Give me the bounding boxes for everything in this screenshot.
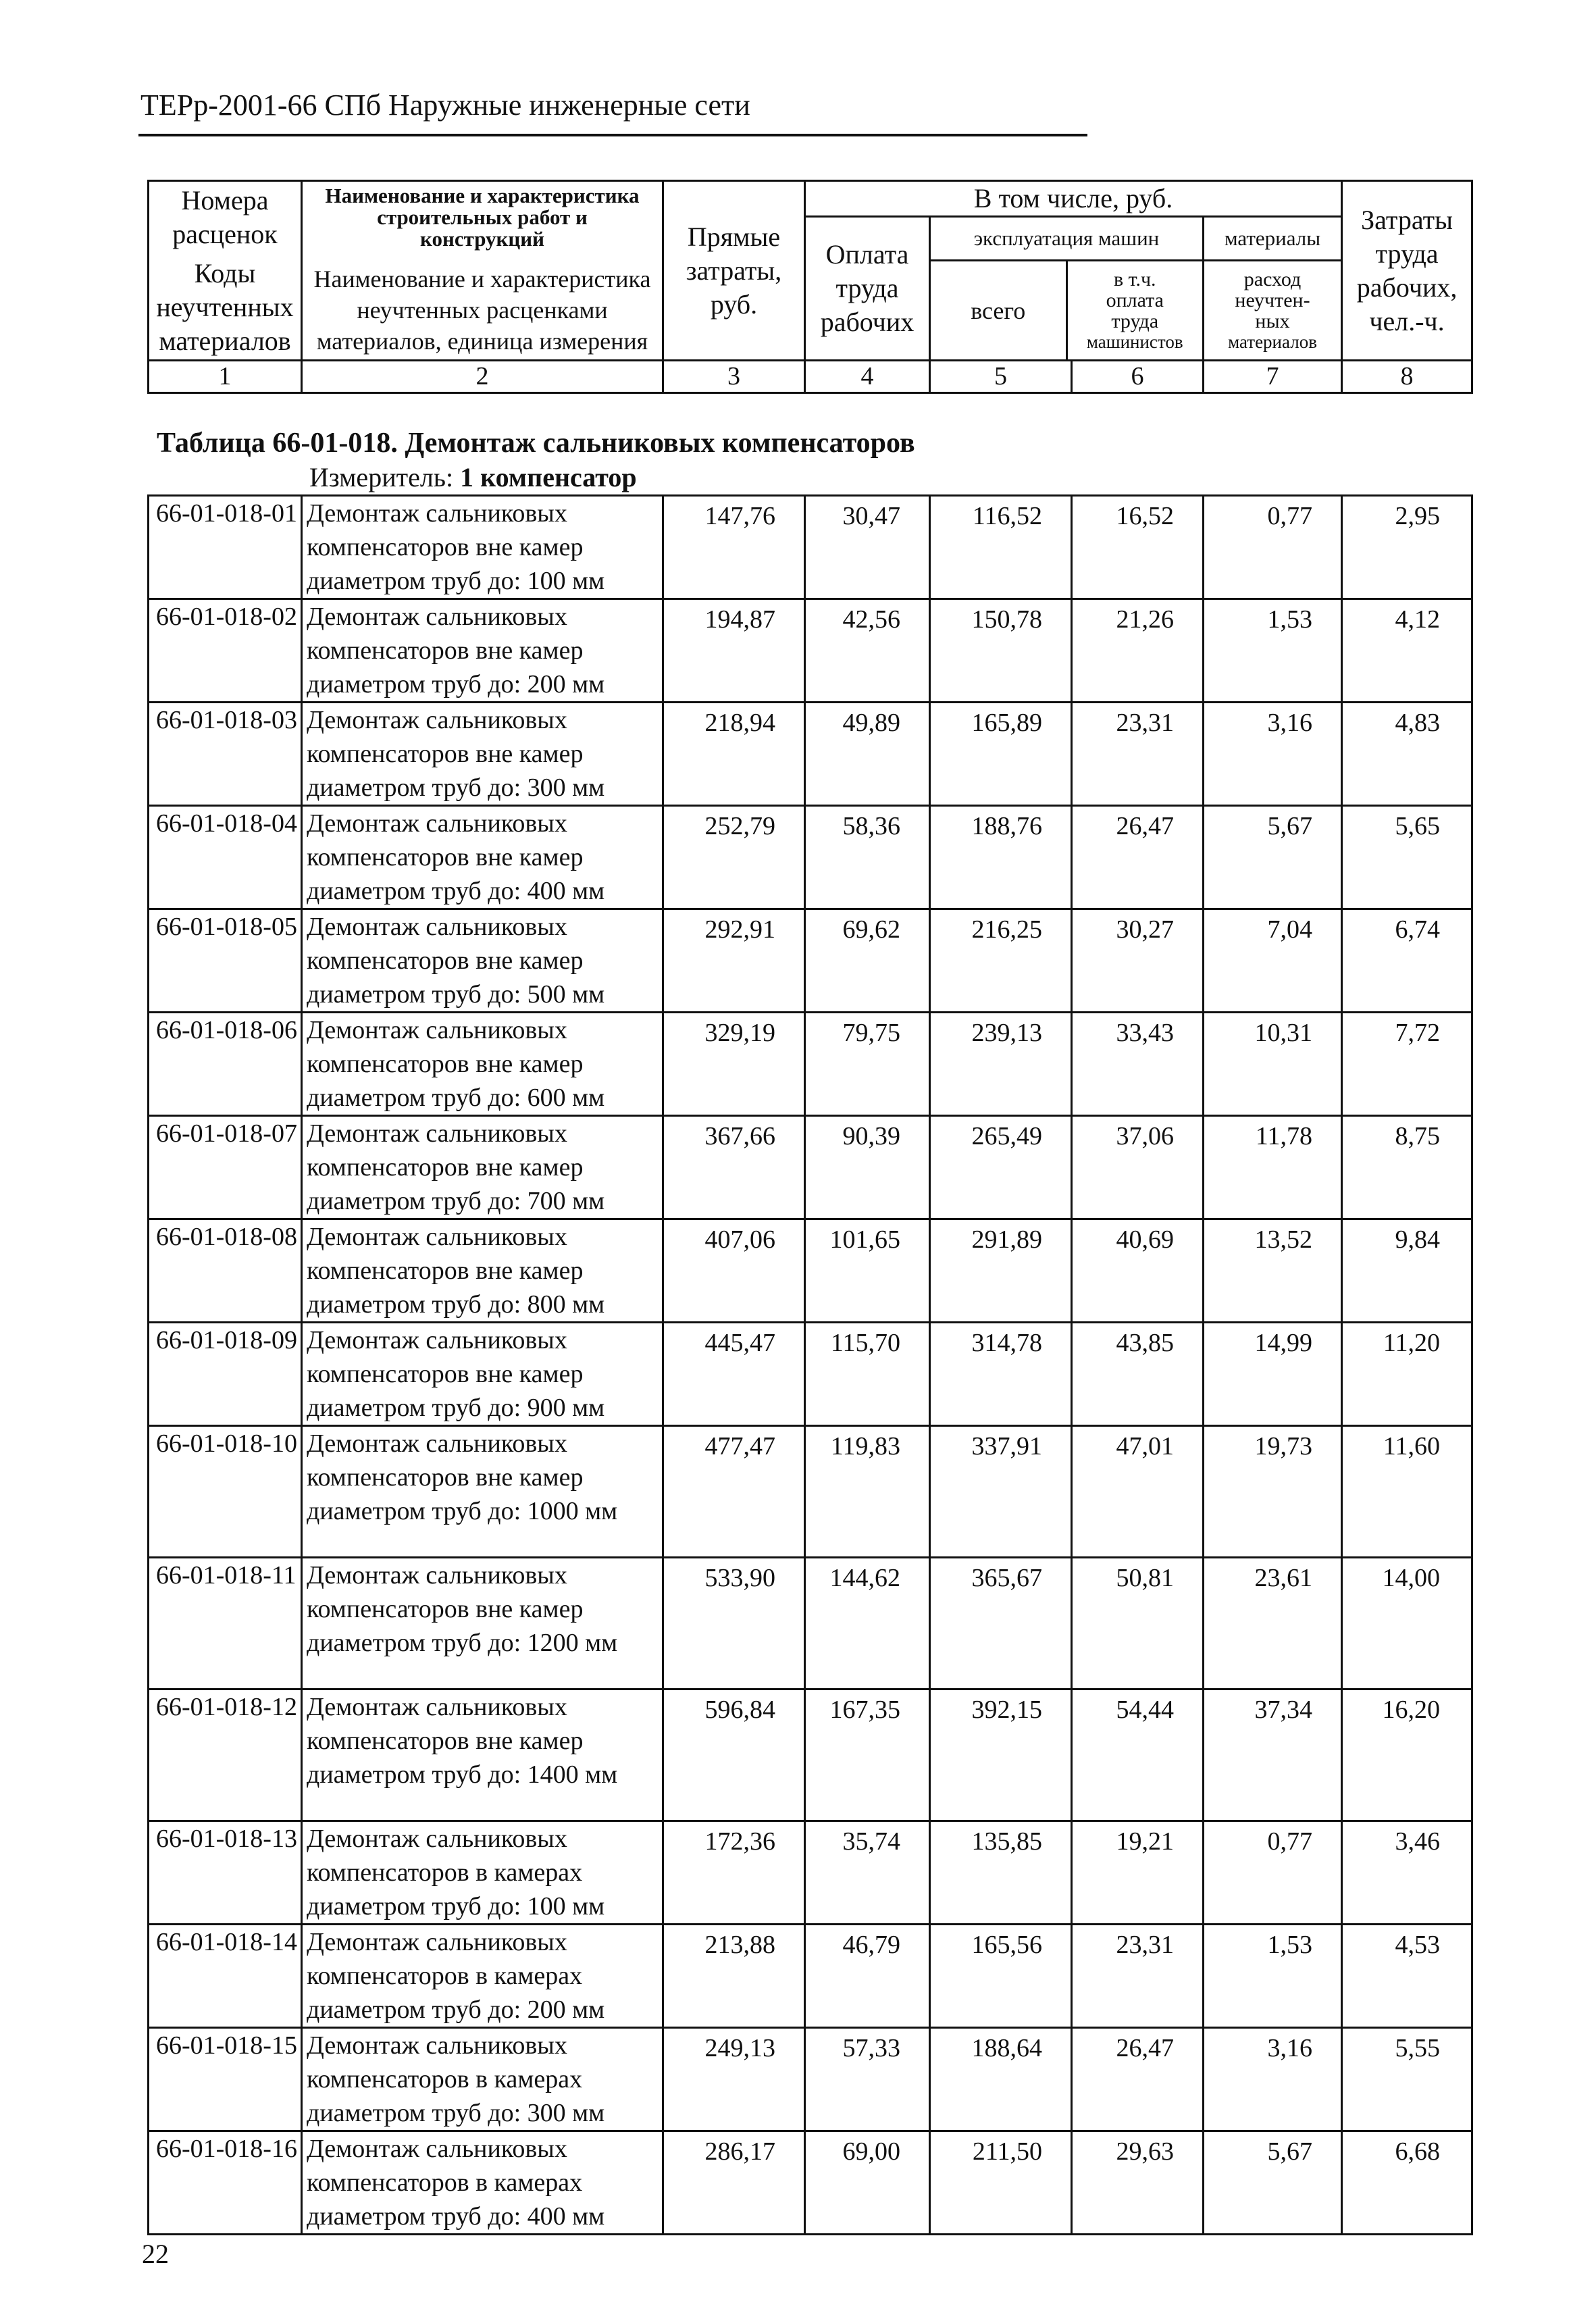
header-text: ных [1255, 309, 1290, 332]
value-machines: 188,64 [930, 2028, 1072, 2131]
value-machinist-pay: 50,81 [1072, 1558, 1204, 1689]
value-labor-pay: 69,00 [805, 2131, 930, 2235]
header-text: чел.-ч. [1369, 305, 1445, 336]
value-machinist-pay: 43,85 [1072, 1323, 1204, 1426]
work-description-line: Демонтаж сальниковых [307, 2031, 567, 2060]
header-code-top [149, 184, 301, 257]
value-machines: 188,76 [930, 806, 1072, 909]
header-text: строительных работ и [377, 205, 588, 229]
work-description-line: диаметром труб до: 900 мм [307, 1394, 605, 1422]
value-labor-hours: 6,68 [1342, 2131, 1472, 2235]
column-number: 4 [805, 361, 930, 393]
value-labor-pay: 30,47 [805, 496, 930, 599]
value-machines: 211,50 [930, 2131, 1072, 2235]
header-machines-total [931, 261, 1066, 360]
header-text: Наименование и характеристика [325, 183, 640, 207]
work-description-line: Демонтаж сальниковых [307, 1693, 567, 1721]
work-description-line: Демонтаж сальниковых [307, 1016, 567, 1044]
value-machines: 337,91 [930, 1426, 1072, 1558]
value-materials: 3,16 [1204, 2028, 1342, 2131]
header-text: неучтенных [156, 291, 294, 322]
document-title: ТЕРр-2001-66 СПб Наружные инженерные сети [140, 88, 750, 122]
header-text: материалов, единица измерения [316, 327, 648, 355]
value-materials: 3,16 [1204, 703, 1342, 806]
header-text: Номера [181, 184, 269, 215]
value-machinist-pay: 40,69 [1072, 1219, 1204, 1323]
value-materials: 1,53 [1204, 599, 1342, 703]
header-code-cell [149, 181, 302, 361]
value-labor-hours: 4,83 [1342, 703, 1472, 806]
header-name-cell [302, 181, 663, 361]
rate-code: 66-01-018-08 [149, 1219, 302, 1323]
work-description-line: Демонтаж сальниковых [307, 706, 567, 734]
value-labor-pay: 42,56 [805, 599, 930, 703]
work-description-line: компенсаторов вне камер [307, 1463, 584, 1492]
work-description [302, 496, 663, 599]
work-description [302, 2028, 663, 2131]
rate-code: 66-01-018-02 [149, 599, 302, 703]
header-text: затраты, [686, 255, 782, 286]
rate-code: 66-01-018-11 [149, 1558, 302, 1689]
value-direct: 596,84 [663, 1689, 805, 1821]
value-machines: 116,52 [930, 496, 1072, 599]
table-row [149, 496, 1472, 599]
value-machines: 135,85 [930, 1821, 1072, 1925]
value-machines: 314,78 [930, 1323, 1072, 1426]
header-text: расход [1243, 268, 1302, 290]
header-text: материалов [1228, 331, 1317, 352]
table-row [149, 2131, 1472, 2235]
work-description-line: Демонтаж сальниковых [307, 1928, 567, 1956]
value-machinist-pay: 23,31 [1072, 1925, 1204, 2028]
column-number: 8 [1342, 361, 1472, 393]
rate-code: 66-01-018-01 [149, 496, 302, 599]
value-labor-pay: 46,79 [805, 1925, 930, 2028]
value-labor-pay: 35,74 [805, 1821, 930, 1925]
value-materials: 23,61 [1204, 1558, 1342, 1689]
work-description-line: компенсаторов в камерах [307, 1962, 583, 1990]
value-labor-hours: 14,00 [1342, 1558, 1472, 1689]
work-description-line: диаметром труб до: 200 мм [307, 670, 605, 698]
header-text: труда [1111, 309, 1159, 332]
header-text: всего [971, 297, 1026, 324]
value-direct: 147,76 [663, 496, 805, 599]
table-row [149, 1116, 1472, 1219]
value-labor-hours: 5,55 [1342, 2028, 1472, 2131]
column-number: 1 [149, 361, 302, 393]
work-description-line: компенсаторов вне камер [307, 1256, 584, 1285]
header-text: конструкций [420, 226, 544, 251]
value-machinist-pay: 21,26 [1072, 599, 1204, 703]
value-labor-hours: 4,53 [1342, 1925, 1472, 2028]
header-text: в т.ч. [1113, 268, 1156, 290]
work-description-line: компенсаторов вне камер [307, 1153, 584, 1181]
header-text: Затраты [1361, 204, 1453, 235]
value-direct: 218,94 [663, 703, 805, 806]
value-machines: 239,13 [930, 1013, 1072, 1116]
work-description-line: Демонтаж сальниковых [307, 1825, 567, 1853]
rate-code: 66-01-018-09 [149, 1323, 302, 1426]
header-machinist-pay [1066, 261, 1202, 360]
work-description-line: диаметром труб до: 400 мм [307, 2202, 605, 2231]
value-labor-pay: 167,35 [805, 1689, 930, 1821]
value-direct: 533,90 [663, 1558, 805, 1689]
table-row [149, 1013, 1472, 1116]
work-description-line: Демонтаж сальниковых [307, 1119, 567, 1148]
work-description-line: компенсаторов в камерах [307, 2065, 583, 2093]
column-number: 6 [1072, 361, 1204, 393]
header-text: Прямые [687, 221, 781, 252]
value-materials: 1,53 [1204, 1925, 1342, 2028]
value-machinist-pay: 54,44 [1072, 1689, 1204, 1821]
work-description [302, 1925, 663, 2028]
rate-code: 66-01-018-12 [149, 1689, 302, 1821]
value-machines: 150,78 [930, 599, 1072, 703]
work-description-line: компенсаторов в камерах [307, 2168, 583, 2197]
value-machines: 165,56 [930, 1925, 1072, 2028]
work-description-line: диаметром труб до: 500 мм [307, 980, 605, 1009]
value-labor-pay: 79,75 [805, 1013, 930, 1116]
header-text: материалов [159, 325, 291, 356]
rate-code: 66-01-018-15 [149, 2028, 302, 2131]
work-description-line: компенсаторов вне камер [307, 1595, 584, 1623]
value-materials: 5,67 [1204, 806, 1342, 909]
value-materials: 14,99 [1204, 1323, 1342, 1426]
work-description-line: компенсаторов вне камер [307, 843, 584, 871]
value-direct: 249,13 [663, 2028, 805, 2131]
work-description-line: компенсаторов вне камер [307, 533, 584, 561]
rate-code: 66-01-018-07 [149, 1116, 302, 1219]
header-text: расценок [172, 218, 278, 249]
value-machines: 392,15 [930, 1689, 1072, 1821]
value-materials: 10,31 [1204, 1013, 1342, 1116]
value-direct: 213,88 [663, 1925, 805, 2028]
value-labor-pay: 90,39 [805, 1116, 930, 1219]
work-description [302, 806, 663, 909]
work-description [302, 599, 663, 703]
table-row [149, 1558, 1472, 1689]
work-description-line: компенсаторов вне камер [307, 1727, 584, 1755]
value-direct: 445,47 [663, 1323, 805, 1426]
value-machines: 165,89 [930, 703, 1072, 806]
value-labor-hours: 9,84 [1342, 1219, 1472, 1323]
header-materials-group [1204, 217, 1342, 361]
work-description [302, 1821, 663, 1925]
rate-code: 66-01-018-13 [149, 1821, 302, 1925]
table-row [149, 599, 1472, 703]
measure-line [309, 461, 637, 494]
work-description-line: диаметром труб до: 100 мм [307, 567, 605, 595]
work-description-line: диаметром труб до: 600 мм [307, 1084, 605, 1112]
value-direct: 194,87 [663, 599, 805, 703]
work-description-line: диаметром труб до: 300 мм [307, 2099, 605, 2127]
header-text: эксплуатация машин [973, 226, 1160, 250]
value-labor-pay: 119,83 [805, 1426, 930, 1558]
header-code-bottom [149, 257, 301, 358]
header-text: Коды [194, 257, 256, 288]
value-machinist-pay: 37,06 [1072, 1116, 1204, 1219]
value-machines: 216,25 [930, 909, 1072, 1013]
value-materials: 5,67 [1204, 2131, 1342, 2235]
table-row [149, 1689, 1472, 1821]
table-row [149, 1219, 1472, 1323]
value-labor-hours: 11,60 [1342, 1426, 1472, 1558]
header-group-label [805, 181, 1342, 217]
value-materials: 13,52 [1204, 1219, 1342, 1323]
rate-code: 66-01-018-14 [149, 1925, 302, 2028]
work-description [302, 909, 663, 1013]
work-description-line: компенсаторов вне камер [307, 1050, 584, 1078]
header-text: труда [1375, 238, 1439, 269]
value-machinist-pay: 16,52 [1072, 496, 1204, 599]
value-direct: 292,91 [663, 909, 805, 1013]
header-machines-label [931, 218, 1202, 261]
column-number: 5 [930, 361, 1072, 393]
header-text: неучтен- [1235, 288, 1310, 311]
header-text: руб. [710, 288, 758, 320]
work-description-line: компенсаторов вне камер [307, 740, 584, 768]
value-labor-hours: 16,20 [1342, 1689, 1472, 1821]
work-description-line: Демонтаж сальниковых [307, 499, 567, 528]
work-description-line: диаметром труб до: 400 мм [307, 877, 605, 905]
rate-code: 66-01-018-03 [149, 703, 302, 806]
rate-code: 66-01-018-06 [149, 1013, 302, 1116]
table-row [149, 1821, 1472, 1925]
work-description-line: компенсаторов в камерах [307, 1858, 583, 1887]
value-machinist-pay: 33,43 [1072, 1013, 1204, 1116]
work-description-line: Демонтаж сальниковых [307, 2135, 567, 2163]
value-labor-pay: 115,70 [805, 1323, 930, 1426]
work-description-line: Демонтаж сальниковых [307, 603, 567, 631]
value-machinist-pay: 23,31 [1072, 703, 1204, 806]
work-description-line: диаметром труб до: 1400 мм [307, 1760, 618, 1789]
work-description-line: Демонтаж сальниковых [307, 1223, 567, 1251]
header-materials-label [1204, 218, 1341, 261]
value-direct: 252,79 [663, 806, 805, 909]
value-machinist-pay: 26,47 [1072, 2028, 1204, 2131]
work-description [302, 1013, 663, 1116]
header-labor-pay [805, 217, 930, 361]
value-direct: 329,19 [663, 1013, 805, 1116]
header-text: оплата [1106, 288, 1164, 311]
header-text: В том числе, руб. [973, 183, 1173, 213]
work-description-line: диаметром труб до: 1200 мм [307, 1629, 618, 1657]
work-description [302, 1689, 663, 1821]
rate-code: 66-01-018-16 [149, 2131, 302, 2235]
work-description-line: Демонтаж сальниковых [307, 1326, 567, 1354]
value-labor-hours: 8,75 [1342, 1116, 1472, 1219]
table-row [149, 1426, 1472, 1558]
value-materials: 0,77 [1204, 496, 1342, 599]
header-text: труда [835, 273, 899, 303]
value-materials: 37,34 [1204, 1689, 1342, 1821]
header-text: рабочих [820, 307, 915, 337]
value-machinist-pay: 29,63 [1072, 2131, 1204, 2235]
header-labor-hours [1342, 181, 1472, 361]
value-direct: 477,47 [663, 1426, 805, 1558]
work-description-line: Демонтаж сальниковых [307, 1561, 567, 1590]
value-direct: 407,06 [663, 1219, 805, 1323]
column-number: 3 [663, 361, 805, 393]
value-labor-hours: 3,46 [1342, 1821, 1472, 1925]
header-text: Наименование и характеристика [313, 265, 651, 293]
column-header-table [147, 180, 1473, 394]
value-direct: 172,36 [663, 1821, 805, 1925]
work-description [302, 1558, 663, 1689]
column-number: 7 [1204, 361, 1342, 393]
header-text: машинистов [1086, 331, 1183, 352]
rate-code: 66-01-018-05 [149, 909, 302, 1013]
work-description [302, 703, 663, 806]
value-direct: 367,66 [663, 1116, 805, 1219]
work-description-line: Демонтаж сальниковых [307, 1429, 567, 1458]
work-description-line: диаметром труб до: 100 мм [307, 1892, 605, 1921]
measure-label: Измеритель: [309, 462, 454, 492]
work-description [302, 1323, 663, 1426]
table-row [149, 806, 1472, 909]
work-description [302, 1116, 663, 1219]
work-description-line: Демонтаж сальниковых [307, 809, 567, 838]
measure-value: 1 компенсатор [460, 462, 637, 492]
value-machines: 291,89 [930, 1219, 1072, 1323]
work-description-line: диаметром труб до: 200 мм [307, 1996, 605, 2024]
header-machines-group [930, 217, 1204, 361]
value-direct: 286,17 [663, 2131, 805, 2235]
header-text: рабочих, [1356, 272, 1458, 303]
column-number: 2 [302, 361, 663, 393]
header-text: неучтенных расценками [357, 296, 608, 324]
rate-code: 66-01-018-10 [149, 1426, 302, 1558]
value-labor-pay: 69,62 [805, 909, 930, 1013]
rate-code: 66-01-018-04 [149, 806, 302, 909]
value-labor-hours: 2,95 [1342, 496, 1472, 599]
work-description-line: компенсаторов вне камер [307, 1360, 584, 1388]
work-description-line: Демонтаж сальниковых [307, 913, 567, 941]
value-labor-pay: 101,65 [805, 1219, 930, 1323]
value-machines: 265,49 [930, 1116, 1072, 1219]
header-name-top [303, 185, 662, 263]
header-direct-cost [663, 181, 805, 361]
header-text: материалы [1224, 226, 1321, 250]
value-machinist-pay: 47,01 [1072, 1426, 1204, 1558]
value-labor-hours: 4,12 [1342, 599, 1472, 703]
rates-table [147, 494, 1473, 2235]
header-unaccounted-materials [1204, 261, 1341, 360]
value-materials: 19,73 [1204, 1426, 1342, 1558]
work-description-line: компенсаторов вне камер [307, 946, 584, 975]
table-row [149, 703, 1472, 806]
work-description [302, 1219, 663, 1323]
value-materials: 7,04 [1204, 909, 1342, 1013]
value-materials: 0,77 [1204, 1821, 1342, 1925]
value-labor-pay: 57,33 [805, 2028, 930, 2131]
table-row [149, 909, 1472, 1013]
header-text: Оплата [825, 239, 909, 270]
work-description-line: диаметром труб до: 700 мм [307, 1187, 605, 1215]
value-machines: 365,67 [930, 1558, 1072, 1689]
value-labor-pay: 58,36 [805, 806, 930, 909]
work-description-line: диаметром труб до: 1000 мм [307, 1497, 618, 1525]
work-description [302, 2131, 663, 2235]
value-labor-hours: 5,65 [1342, 806, 1472, 909]
work-description-line: диаметром труб до: 300 мм [307, 773, 605, 802]
work-description [302, 1426, 663, 1558]
table-row [149, 1323, 1472, 1426]
value-labor-pay: 144,62 [805, 1558, 930, 1689]
value-machinist-pay: 19,21 [1072, 1821, 1204, 1925]
work-description-line: компенсаторов вне камер [307, 636, 584, 665]
table-title: Таблица 66-01-018. Демонтаж сальниковых компенсаторов [157, 428, 915, 459]
work-description-line: диаметром труб до: 800 мм [307, 1290, 605, 1319]
column-number-row [149, 361, 1472, 393]
value-labor-pay: 49,89 [805, 703, 930, 806]
title-underline [138, 134, 1087, 136]
value-labor-hours: 6,74 [1342, 909, 1472, 1013]
table-row [149, 2028, 1472, 2131]
value-machinist-pay: 30,27 [1072, 909, 1204, 1013]
value-labor-hours: 7,72 [1342, 1013, 1472, 1116]
page-number: 22 [142, 2239, 169, 2269]
value-machinist-pay: 26,47 [1072, 806, 1204, 909]
table-row [149, 1925, 1472, 2028]
value-labor-hours: 11,20 [1342, 1323, 1472, 1426]
value-materials: 11,78 [1204, 1116, 1342, 1219]
header-name-bottom [303, 263, 662, 357]
